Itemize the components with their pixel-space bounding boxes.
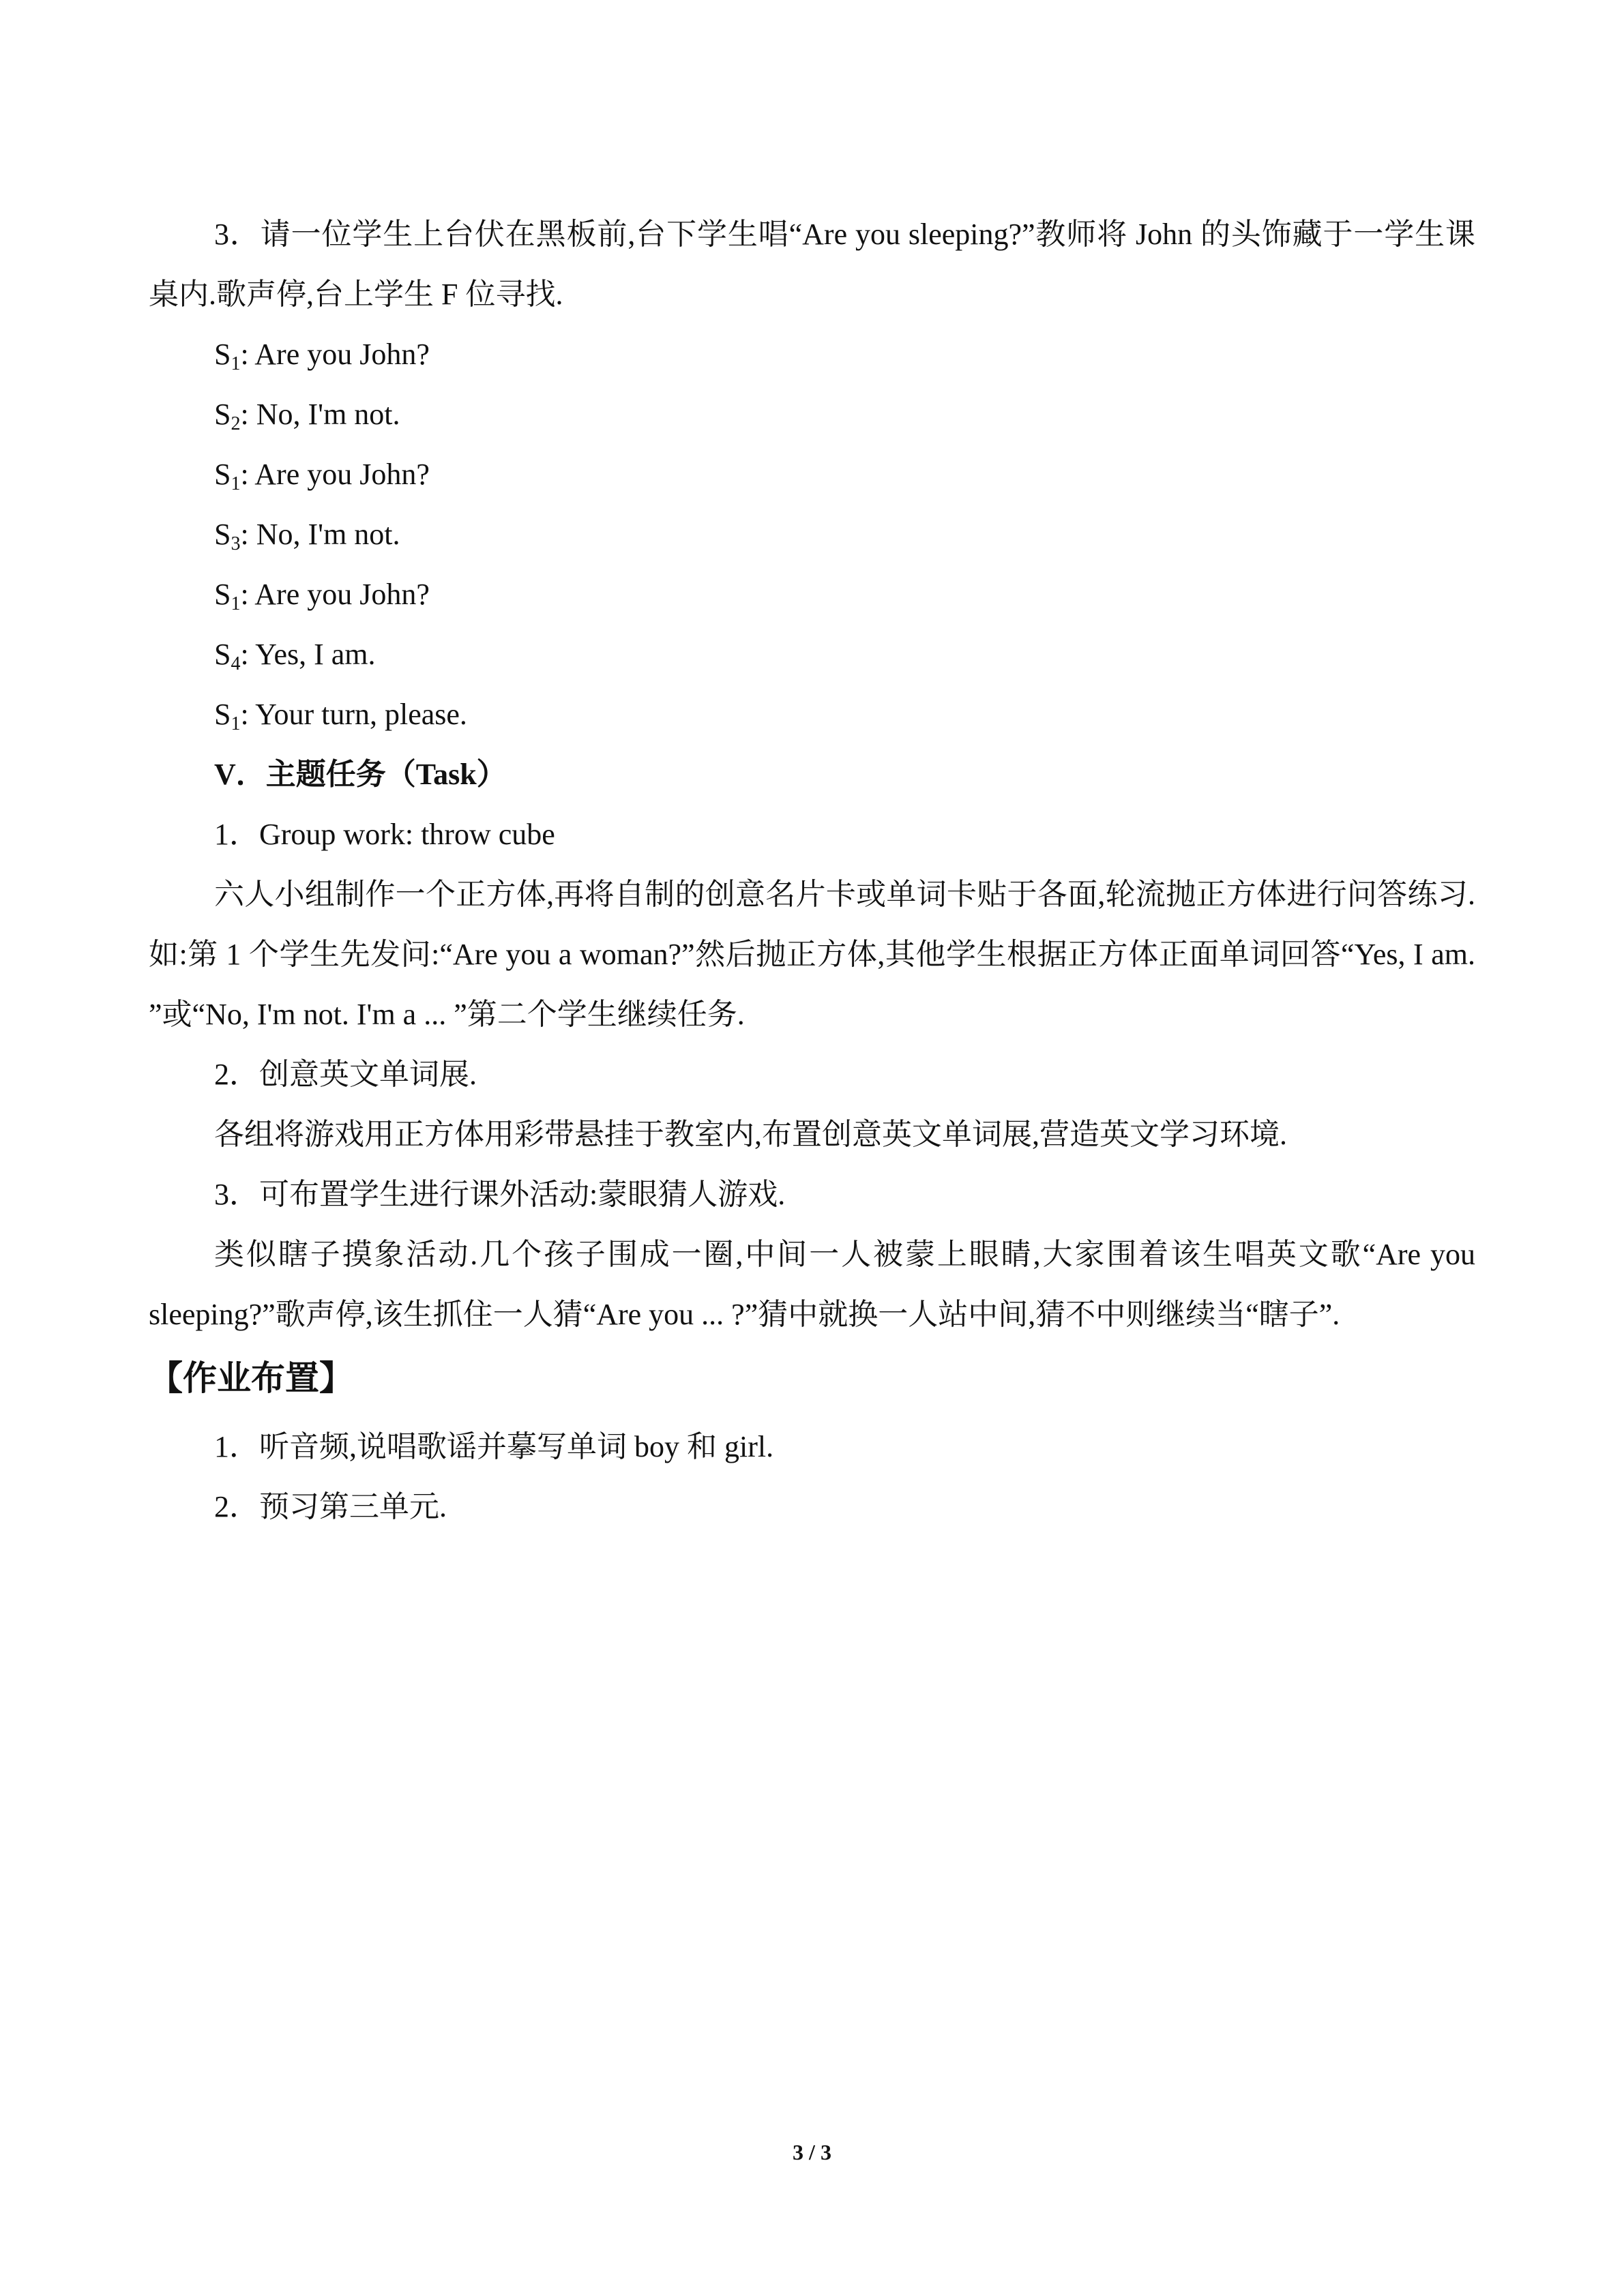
task-2-title: 2．创意英文单词展. [214, 1058, 477, 1091]
homework-item: 2．预习第三单元. [214, 1490, 447, 1523]
dialog-line: $S_3$: No, I'm not. [214, 518, 400, 554]
dialog-line: $S_1$: Are you John? [214, 338, 430, 374]
task-heading: V．主题任务（Task） [214, 758, 507, 791]
task-3-body: 类似瞎子摸象活动.几个孩子围成一圈,中间一人被蒙上眼睛,大家围着该生唱英文歌“Are you sleeping?”歌声停,该生抓住一人猜“Are you ... ?”猜中就换一人站中间,猜不中则继续当“瞎子”. [149, 1238, 1475, 1331]
paragraph-activity-3: 3．请一位学生上台伏在黑板前,台下学生唱“Are you sleeping?”教师将 John 的头饰藏于一学生课桌内.歌声停,台上学生 F 位寻找. [149, 218, 1475, 311]
dialog-line: $S_1$: Are you John? [214, 578, 430, 614]
task-1-body: 六人小组制作一个正方体,再将自制的创意名片卡或单词卡贴于各面,轮流抛正方体进行问答练习.如:第 1 个学生先发问:“Are you a woman?”然后抛正方体,其他学生根据正方体正面单词回答“Yes, I am. ”或“No, I'm not. I'm a ... ”第二个学生继续任务. [149, 878, 1475, 1031]
homework-item: 1．听音频,说唱歌谣并摹写单词 boy 和 girl. [214, 1430, 774, 1463]
dialog-line: $S_4$: Yes, I am. [214, 638, 376, 674]
task-1-title: 1．Group work: throw cube [214, 818, 555, 851]
dialog-block [149, 325, 1475, 745]
dialog-line: $S_2$: No, I'm not. [214, 398, 400, 434]
homework-heading: 【作业布置】 [149, 1358, 353, 1398]
dialog-line: $S_1$: Are you John? [214, 458, 430, 494]
document-page [149, 205, 1475, 1537]
page-number: 3 / 3 [793, 2140, 831, 2164]
task-2-body: 各组将游戏用正方体用彩带悬挂于教室内,布置创意英文单词展,营造英文学习环境. [214, 1118, 1287, 1151]
dialog-line: $S_1$: Your turn, please. [214, 698, 467, 734]
task-3-title: 3．可布置学生进行课外活动:蒙眼猜人游戏. [214, 1178, 786, 1211]
